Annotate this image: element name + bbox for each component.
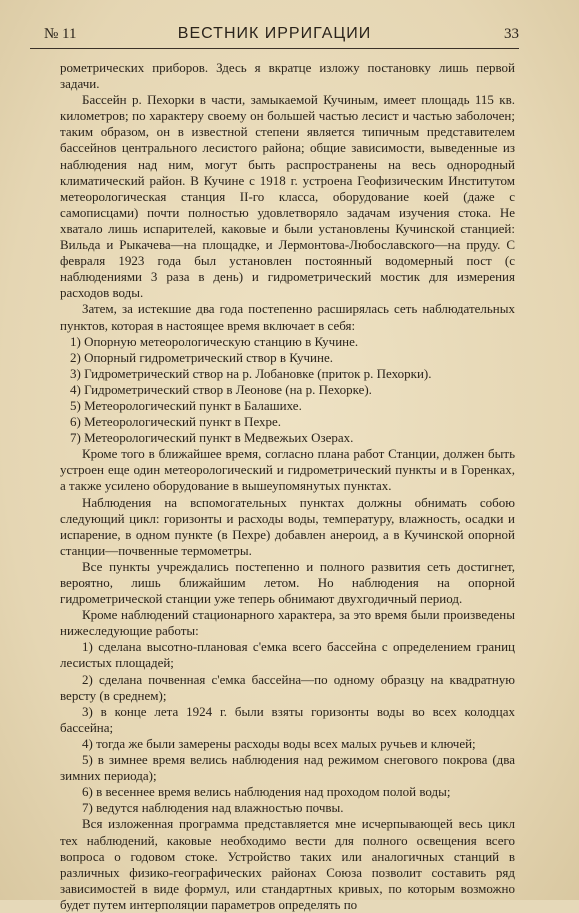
- paragraph: рометрических приборов. Здесь я вкратце изложу постановку лишь первой задачи.: [60, 60, 515, 92]
- list-item: 6) Метеорологический пункт в Пехре.: [70, 414, 282, 430]
- list-item: 6) в весеннее время велись наблюдения над проходом полой воды;: [82, 784, 451, 800]
- list-item: 2) сделана почвенная с'емка бассейна—по одному образцу на квадратную версту (в среднем);: [60, 671, 515, 703]
- issue-number: № 11: [44, 26, 77, 42]
- paragraph: Затем, за истекшие два года постепенно расширялась сеть наблюдательных пунктов, которая в настоящее время включает в себя:: [60, 301, 515, 333]
- article-body: [60, 60, 515, 913]
- list-item: 3) Гидрометрический створ на р. Лобановке (приток р. Пехорки).: [70, 365, 432, 381]
- list-item: 7) Метеорологический пункт в Медвежьих Озерах.: [70, 430, 354, 446]
- list-item: 5) Метеорологический пункт в Балашихе.: [70, 397, 302, 413]
- paragraph: Наблюдения на вспомогательных пунктах должны обнимать собою следующий цикл: горизонты и расходы воды, температуру, влажность, осадки и испарение, в одном пункте (в Пехре) добавлен анероид, а в Кучинской опорной станции—почвенные термометры.: [60, 494, 515, 558]
- paragraph: Бассейн р. Пехорки в части, замыкаемой Кучиным, имеет площадь 115 кв. километров; по характеру своему он большей частью лесист и частью заболочен; таким образом, он в известной степени является типичным представителем бассейнов центрального лесистого района; общие зависимости, выведенные из наблюдения над ним, могут быть распространены на весь однородный климатический район. В Кучине с 1918 г. устроена Геофизическим Институтом метеорологическая станция II-го класса, оборудование коей (даже с самописцами) почти полностью удовлетворяло задачам изучения стока. Не хватало лишь испарителей, каковые и были установлены Кучинской станцией: Вильда и Рыкачева—на площадке, и Лермонтова-Любославского—на пруду. С февраля 1923 года был установлен постоянный водомерный пост (с наблюдениями 3 раза в день) и гидрометрический мостик для измерения расходов воды.: [60, 92, 515, 301]
- list-item: 3) в конце лета 1924 г. были взяты горизонты воды во всех колодцах бассейна;: [60, 703, 515, 735]
- journal-title: ВЕСТНИК ИРРИГАЦИИ: [177, 25, 372, 42]
- list-item: 4) тогда же были замерены расходы воды всех малых ручьев и ключей;: [82, 735, 476, 751]
- closing-paragraph: Вся изложенная программа представляется мне исчерпывающей весь цикл тех наблюдений, каковые необходимо вести для полного освещения всего вопроса о годовом стоке. Устройство таких или аналогичных станций в различных физико-географических районах Союза позволит составить ряд зависимостей в виде формул, или стандартных кривых, по которым возможно будет путем интерполяции параметров определять по: [60, 816, 515, 912]
- list-item: 2) Опорный гидрометрический створ в Кучине.: [70, 349, 333, 365]
- list-item: 7) ведутся наблюдения над влажностью почвы.: [82, 800, 344, 816]
- list-item: 4) Гидрометрический створ в Леонове (на р. Пехорке).: [70, 381, 372, 397]
- list-item: 1) Опорную метеорологическую станцию в Кучине.: [70, 333, 359, 349]
- page-number: 33: [504, 26, 519, 42]
- paragraph: Кроме того в ближайшее время, согласно плана работ Станции, должен быть устроен еще один метеорологический и гидрометрический пункты и в Горенках, а также усилено оборудование в вышеупомянутых пунктах.: [60, 446, 515, 494]
- running-header: [30, 22, 519, 49]
- paragraph: Кроме наблюдений стационарного характера, за это время были произведены нижеследующие работы:: [60, 607, 515, 639]
- list-item: 5) в зимнее время велись наблюдения над режимом снегового покрова (два зимних периода);: [60, 752, 515, 784]
- list-item: 1) сделана высотно-плановая с'емка всего бассейна с определением границ лесистых площадей;: [60, 639, 515, 671]
- paragraph: Все пункты учреждались постепенно и полного развития сеть достигнет, вероятно, лишь ближайшим летом. Но наблюдения на опорной гидрометрической станции уже теперь обнимают двухгодичный период.: [60, 558, 515, 607]
